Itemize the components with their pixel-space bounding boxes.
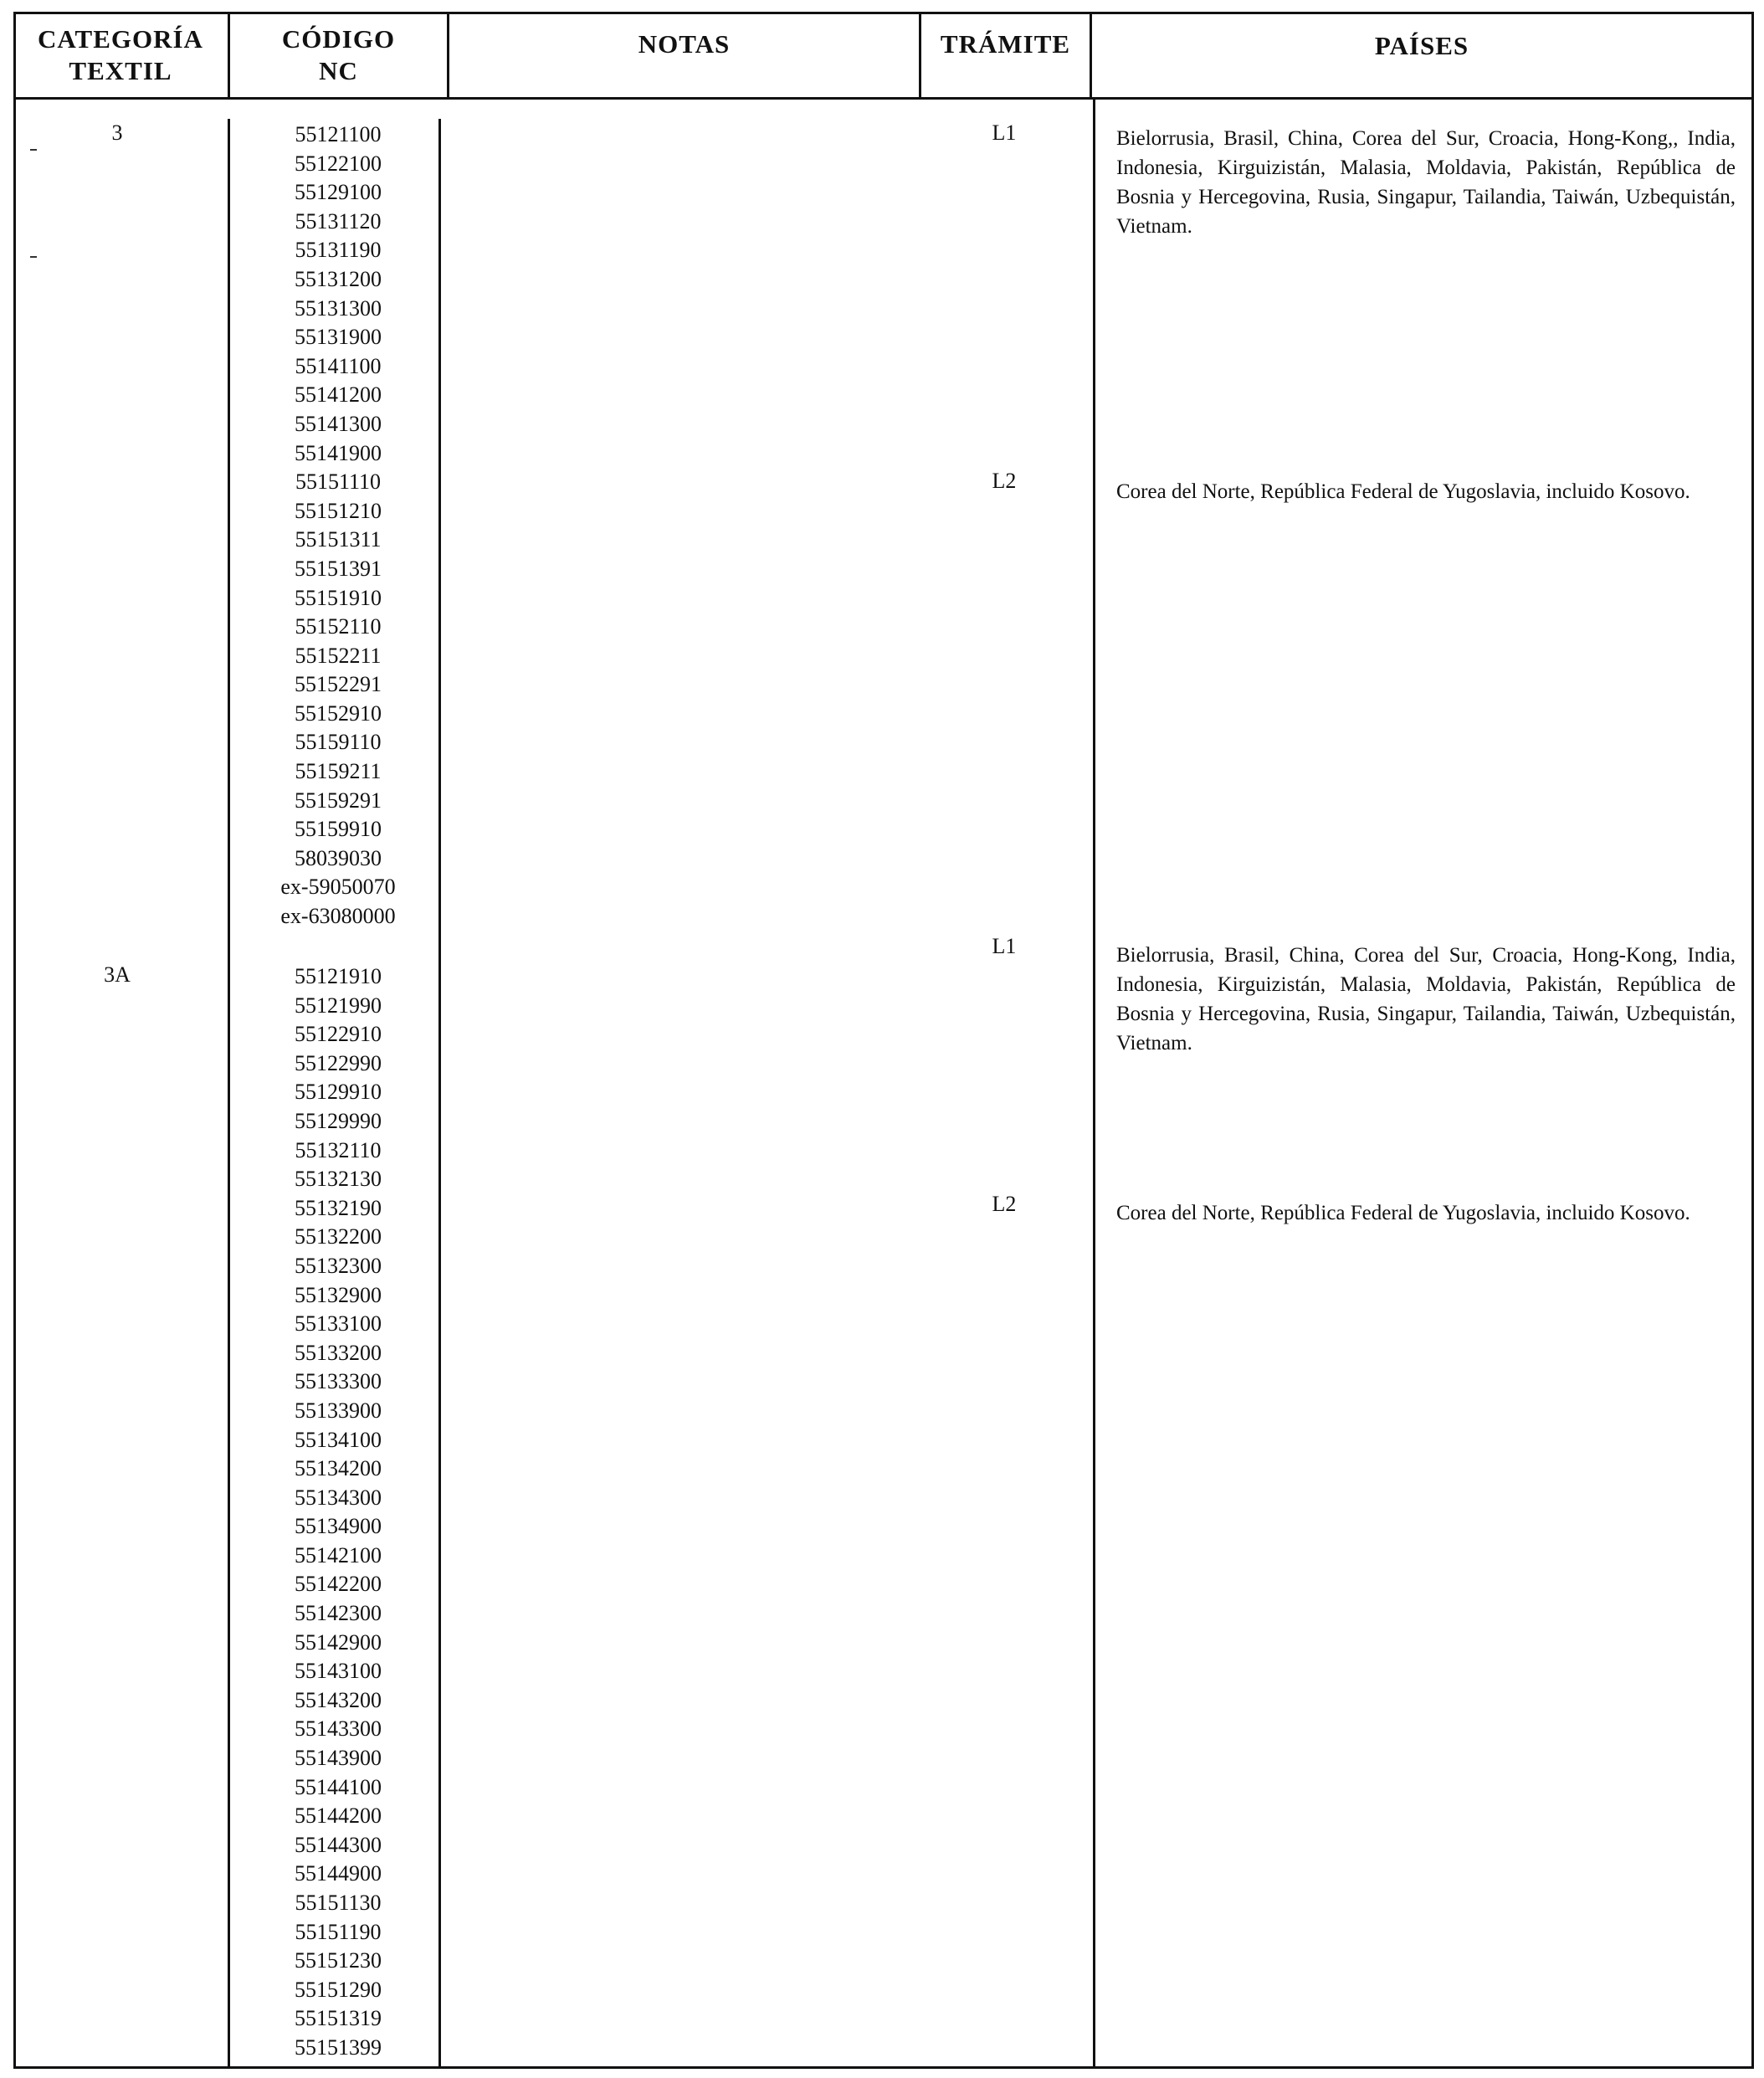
- header-categoria-textil: [13, 12, 228, 99]
- paises-cell: Bielorrusia, Brasil, China, Corea del Sur, Croacia, Hong-Kong,, India, Indonesia, Kirguizistán, Malasia, Moldavia, Pakistán, República de Bosnia y Hercegovina, Rusia, Singapur, Tailandia, Taiwán, Uzbequistán, Vietnam.: [1116, 127, 1736, 238]
- header-codigo-line1: CÓDIGO: [281, 24, 396, 54]
- codigo-item: 55133200: [295, 1340, 382, 1365]
- codigo-item: 55131900: [295, 325, 382, 350]
- codigo-item: 55151210: [295, 498, 382, 523]
- codigo-item: 55132190: [295, 1195, 382, 1220]
- codigo-item: 55141100: [295, 353, 382, 378]
- codigo-item: 55133900: [295, 1398, 382, 1423]
- paises-cell: Corea del Norte, República Federal de Yugoslavia, incluido Kosovo.: [1116, 480, 1690, 503]
- codigo-item: 55159910: [295, 817, 382, 842]
- scan-mark: [30, 256, 37, 258]
- codigo-item: 55131200: [295, 266, 382, 291]
- codigo-item: 55133300: [295, 1369, 382, 1394]
- codigo-item: 55131120: [295, 208, 382, 233]
- header-codigo-nc: [230, 12, 447, 99]
- tramite-cell: L2: [992, 469, 1017, 493]
- column-divider: [228, 119, 230, 2069]
- codigo-item: 55132110: [295, 1137, 382, 1162]
- codigo-item: ex-63080000: [280, 904, 396, 929]
- column-divider: [1093, 99, 1095, 2069]
- header-notas: NOTAS: [638, 29, 731, 59]
- codigo-item: 55129990: [295, 1108, 382, 1133]
- codigo-item: 55141200: [295, 382, 382, 408]
- codigo-item: 55134900: [295, 1514, 382, 1539]
- codigo-item: 55141900: [295, 440, 382, 465]
- codigo-item: 55144200: [295, 1803, 382, 1829]
- codigo-item: 55141300: [295, 411, 382, 436]
- codigo-item: 55152291: [295, 672, 382, 697]
- header-categoria-line1: CATEGORÍA: [38, 24, 203, 54]
- codigo-item: 55151290: [295, 1977, 382, 2002]
- tramite-cell: L2: [992, 1192, 1017, 1216]
- header-categoria-line2: TEXTIL: [69, 56, 172, 85]
- codigo-item: 55134100: [295, 1427, 382, 1452]
- codigo-item: 55134200: [295, 1456, 382, 1481]
- codigo-item: 55151190: [295, 1919, 382, 1944]
- codigo-item: 55122100: [295, 151, 382, 176]
- codigo-item: 55151110: [295, 469, 382, 495]
- codigo-item: 55144900: [295, 1861, 382, 1886]
- codigo-item: 55152910: [295, 700, 382, 726]
- codigo-item: 55143900: [295, 1746, 382, 1771]
- codigo-item: 55142300: [295, 1601, 382, 1626]
- codigo-list: [236, 962, 440, 2063]
- codigo-item: 55134300: [295, 1485, 382, 1510]
- codigo-item: 55151311: [295, 527, 382, 552]
- codigo-item: 55151910: [295, 585, 382, 610]
- codigo-list: [236, 121, 440, 931]
- codigo-item: 55132200: [295, 1224, 382, 1249]
- codigo-item: 55144300: [295, 1832, 382, 1857]
- codigo-item: 55151130: [295, 1891, 382, 1915]
- codigo-item: 55133100: [295, 1311, 382, 1337]
- header-paises: PAÍSES: [1374, 31, 1469, 60]
- codigo-item: 55122910: [295, 1022, 382, 1047]
- codigo-item: ex-59050070: [280, 875, 396, 900]
- codigo-item: 55143300: [295, 1716, 382, 1742]
- header-tramite: TRÁMITE: [940, 29, 1071, 59]
- codigo-item: 55151399: [295, 2034, 382, 2060]
- codigo-item: 55152211: [295, 643, 382, 668]
- header-codigo-line2: NC: [319, 56, 358, 85]
- codigo-item: 55142100: [295, 1542, 382, 1567]
- categoria-cell: 3A: [104, 962, 131, 987]
- codigo-item: 55132300: [295, 1253, 382, 1278]
- tramite-cell: L1: [992, 121, 1017, 145]
- codigo-item: 55131300: [295, 295, 382, 321]
- codigo-item: 55121910: [295, 964, 382, 988]
- codigo-item: 55151391: [295, 556, 382, 581]
- tramite-cell: L1: [992, 934, 1017, 958]
- codigo-item: 55142200: [295, 1572, 382, 1597]
- codigo-item: 58039030: [295, 845, 382, 870]
- codigo-item: 55132900: [295, 1282, 382, 1307]
- paises-cell: Corea del Norte, República Federal de Yugoslavia, incluido Kosovo.: [1116, 1202, 1690, 1224]
- codigo-item: 55159291: [295, 788, 382, 813]
- codigo-item: 55132130: [295, 1167, 382, 1192]
- categoria-cell: 3: [111, 121, 123, 145]
- codigo-item: 55131190: [295, 238, 382, 263]
- codigo-item: 55151230: [295, 1948, 382, 1973]
- codigo-item: 55129910: [295, 1080, 382, 1105]
- scan-mark: [30, 149, 37, 151]
- paises-cell: Bielorrusia, Brasil, China, Corea del Sur, Croacia, Hong-Kong, India, Indonesia, Kirguizistán, Malasia, Moldavia, Pakistán, República de Bosnia y Hercegovina, Rusia, Singapur, Tailandia, Taiwán, Uzbequistán, Vietnam.: [1116, 944, 1736, 1054]
- codigo-item: 55143200: [295, 1687, 382, 1712]
- codigo-item: 55151319: [295, 2006, 382, 2031]
- codigo-item: 55152110: [295, 614, 382, 639]
- codigo-item: 55144100: [295, 1774, 382, 1799]
- codigo-item: 55121990: [295, 993, 382, 1018]
- codigo-item: 55143100: [295, 1659, 382, 1684]
- codigo-item: 55121100: [295, 122, 382, 146]
- codigo-item: 55159110: [295, 730, 382, 755]
- codigo-item: 55129100: [295, 180, 382, 205]
- codigo-item: 55122990: [295, 1050, 382, 1075]
- codigo-item: 55142900: [295, 1629, 382, 1655]
- codigo-item: 55159211: [295, 759, 382, 784]
